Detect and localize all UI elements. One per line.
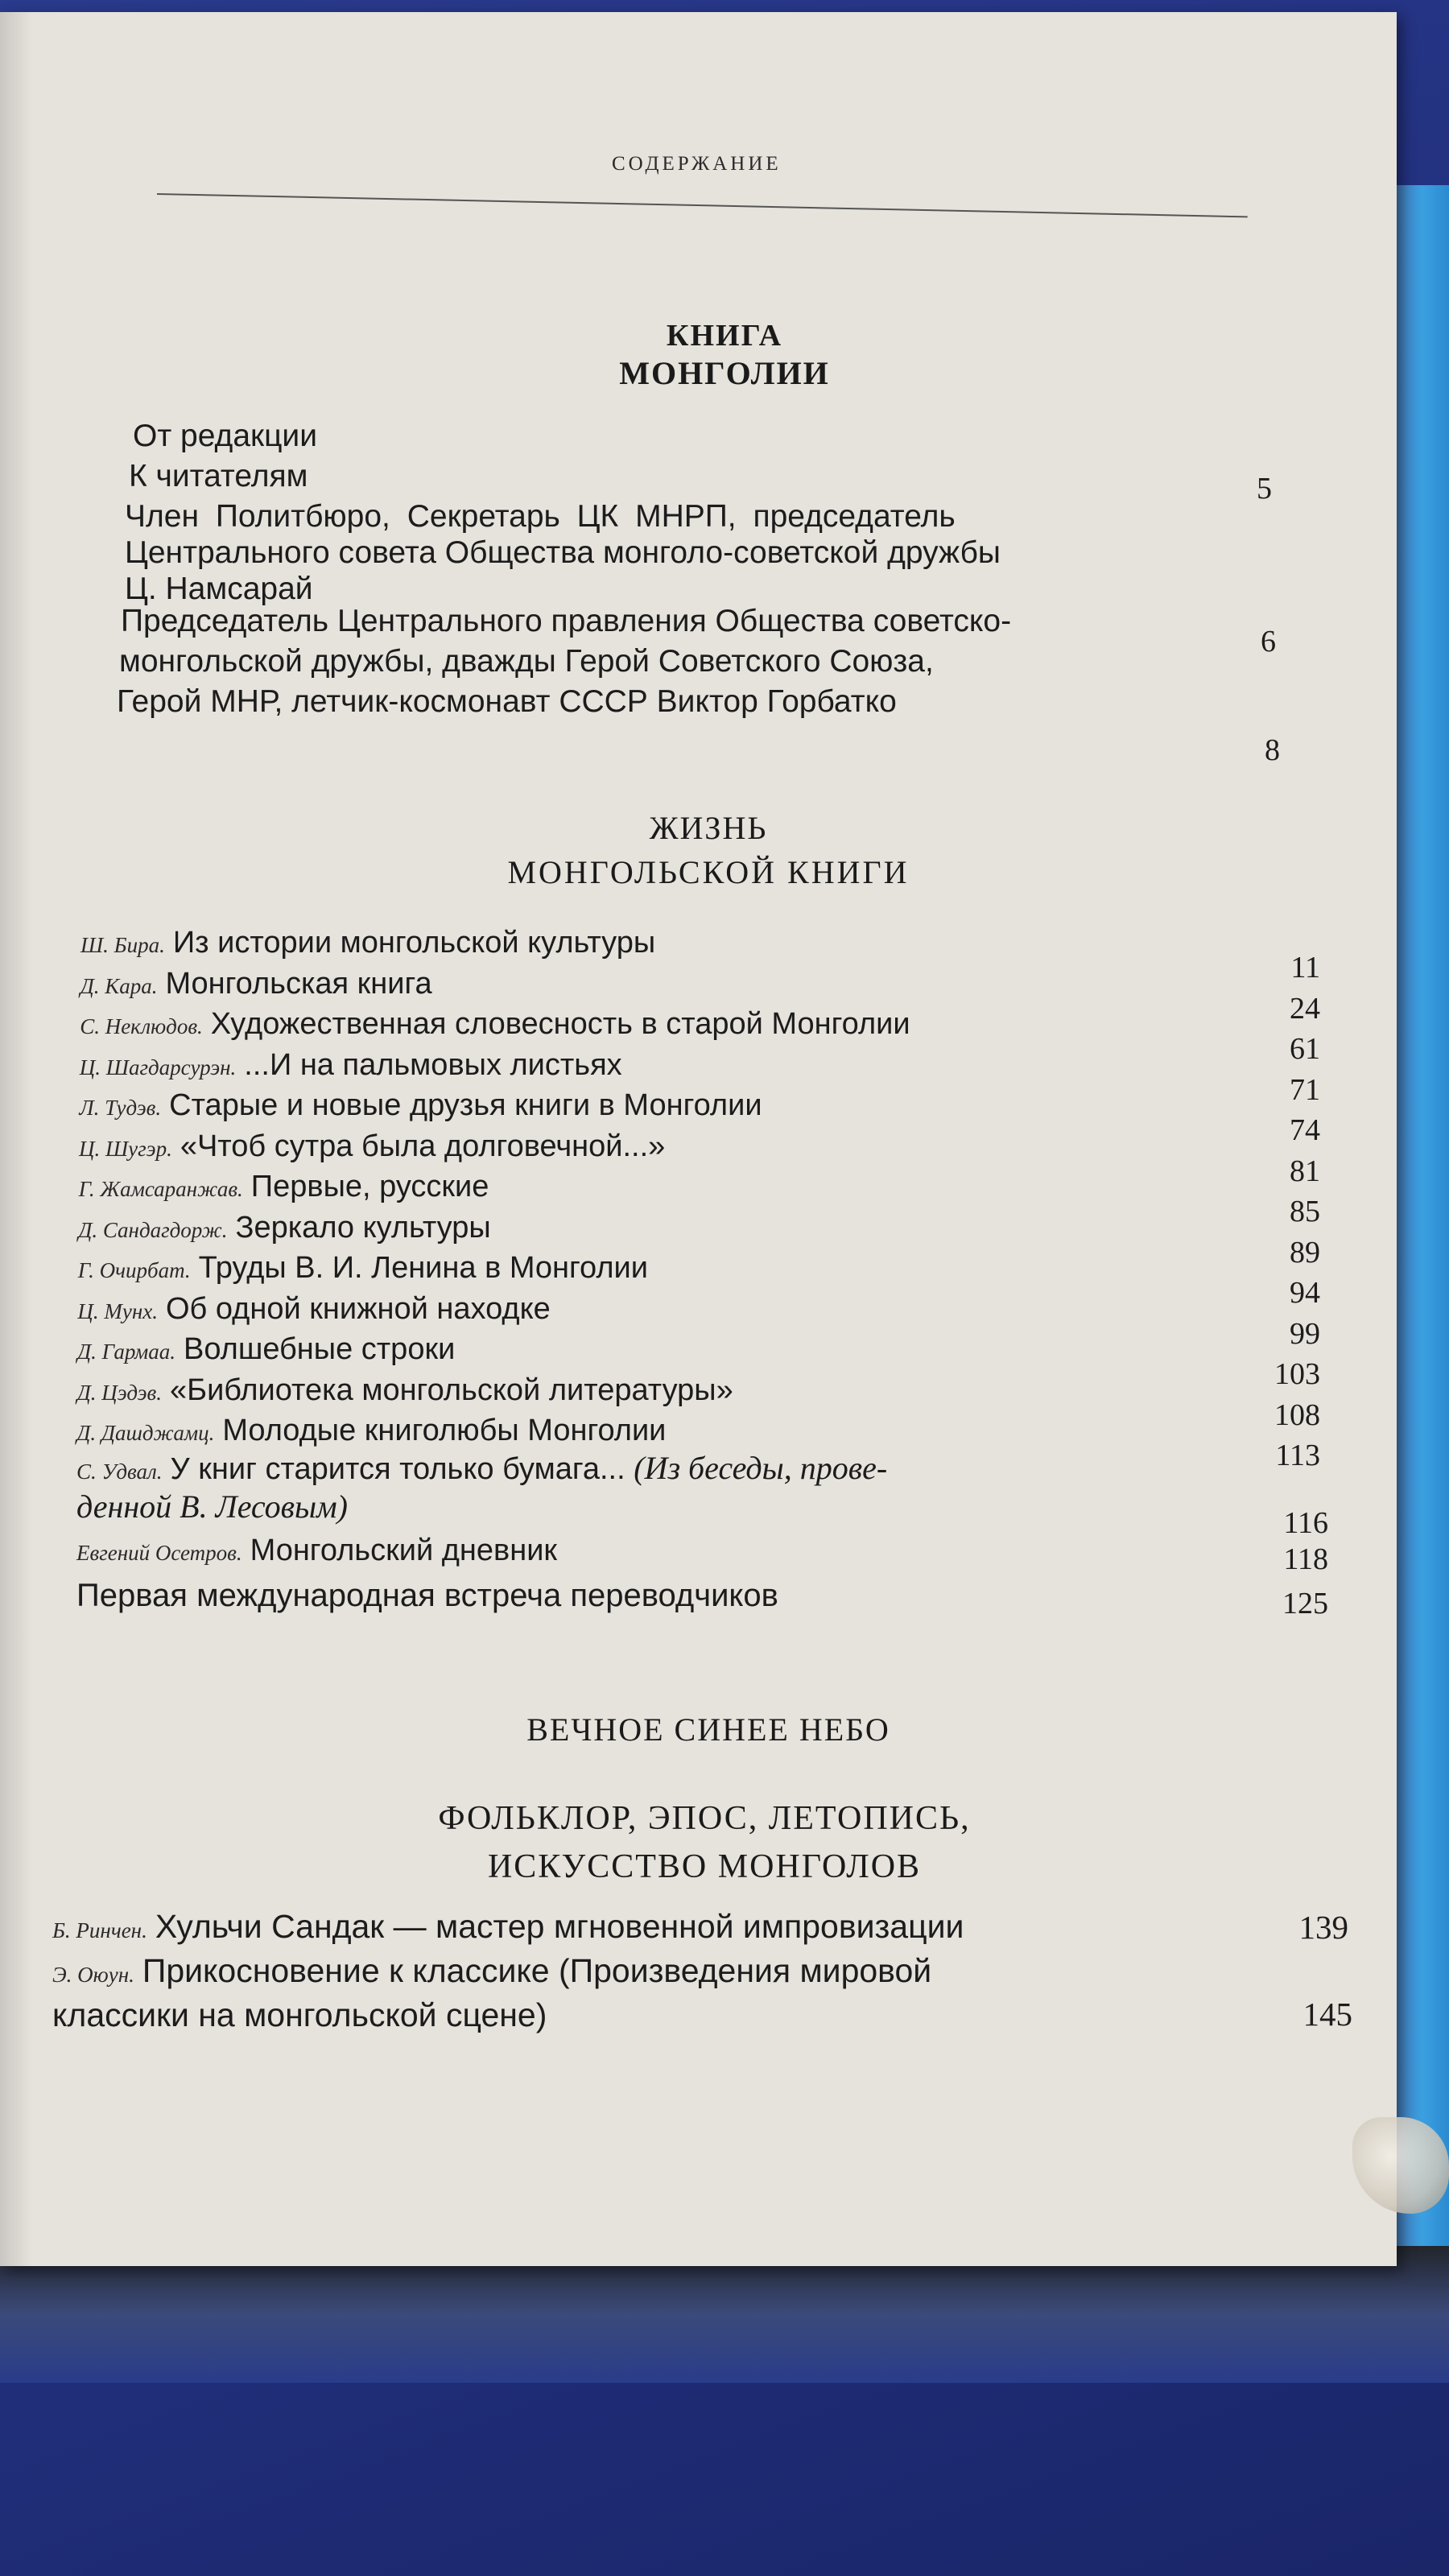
- toc-title: «Библиотека монгольской литературы»: [170, 1373, 733, 1407]
- toc-author: Д. Цэдэв.: [76, 1380, 162, 1405]
- toc-page-number: 116: [1283, 1506, 1328, 1540]
- section-title-vechnoe-nebo: ВЕЧНОЕ СИНЕЕ НЕБО: [526, 1711, 890, 1748]
- toc-note: (Из беседы, прове-: [634, 1450, 888, 1486]
- toc-title: Первые, русские: [250, 1170, 489, 1203]
- toc-entry-gorbatko-line2: монгольской дружбы, дважды Герой Советского Союза,: [119, 644, 934, 679]
- toc-title: Монгольская книга: [165, 966, 432, 1001]
- toc-page-number: 24: [1290, 991, 1320, 1026]
- toc-page-number: 11: [1290, 951, 1320, 985]
- toc-title: Молодые книголюбы Монголии: [222, 1414, 667, 1447]
- toc-entry-udval-cont: денной В. Лесовым): [76, 1488, 348, 1525]
- toc-author: Д. Кара.: [80, 973, 158, 998]
- section-title-zhizn: ЖИЗНЬ: [649, 810, 768, 846]
- toc-author: Э. Оюун.: [52, 1963, 134, 1987]
- toc-page-number: 108: [1274, 1397, 1320, 1432]
- toc-author: Ц. Шагдарсурэн.: [79, 1055, 237, 1080]
- toc-entry: [80, 967, 432, 1001]
- toc-author: Евгений Осетров.: [76, 1541, 242, 1565]
- section-title-iskusstvo: ИСКУССТВО МОНГОЛОВ: [487, 1848, 922, 1885]
- toc-page-number: 139: [1298, 1909, 1348, 1946]
- toc-page-number: 74: [1290, 1113, 1320, 1147]
- toc-title: Об одной книжной находке: [166, 1291, 551, 1326]
- toc-author: Д. Гармаа.: [77, 1340, 176, 1364]
- toc-author: Ц. Мунх.: [77, 1298, 158, 1323]
- toc-page-number: 125: [1282, 1587, 1328, 1620]
- toc-title: Из истории монгольской культуры: [172, 926, 656, 960]
- toc-author: С. Удвал.: [76, 1459, 163, 1484]
- toc-page-number: 89: [1290, 1235, 1320, 1269]
- toc-title: Монгольский дневник: [250, 1534, 558, 1567]
- section-title-kniga: КНИГА: [666, 319, 783, 353]
- section-title-mongolskoy-knigi: МОНГОЛЬСКОЙ КНИГИ: [507, 854, 910, 890]
- toc-page-number: 113: [1275, 1439, 1320, 1472]
- toc-author: С. Неклюдов.: [80, 1014, 203, 1038]
- toc-page-number: 8: [1265, 733, 1280, 767]
- toc-entry-oyun: [52, 1952, 931, 1990]
- toc-entry-from-editors: От редакции: [133, 419, 317, 453]
- toc-title: Прикосновение к классике (Произведения мировой: [142, 1952, 932, 1989]
- toc-page-number: 145: [1302, 1996, 1352, 2033]
- toc-title: Труды В. И. Ленина в Монголии: [198, 1251, 648, 1285]
- toc-title: «Чтоб сутра была долговечной...»: [180, 1129, 666, 1163]
- toc-author: Л. Тудэв.: [79, 1096, 162, 1120]
- toc-entry: [80, 926, 655, 960]
- toc-entry-osetrov: [76, 1534, 557, 1568]
- toc-entry-udval: [76, 1449, 887, 1487]
- toc-entry: [80, 1048, 622, 1083]
- toc-page-number: 5: [1257, 472, 1272, 506]
- toc-title: Хульчи Сандак — мастер мгновенной импровизации: [155, 1908, 964, 1945]
- toc-page-number: 6: [1261, 625, 1276, 658]
- toc-page-number: 99: [1290, 1316, 1320, 1351]
- toc-entry: [77, 1292, 550, 1327]
- toc-entry: [79, 1129, 665, 1164]
- toc-entry-rinchen: [52, 1908, 964, 1946]
- toc-title: Художественная словесность в старой Монголии: [210, 1007, 910, 1041]
- section-title-mongolii: МОНГОЛИИ: [619, 355, 830, 391]
- toc-author: Б. Ринчен.: [52, 1918, 147, 1942]
- toc-author: Г. Очирбат.: [77, 1258, 191, 1282]
- toc-entry-namsaray-line2: Центрального совета Общества монголо-советской дружбы: [125, 535, 1001, 570]
- toc-entry-gorbatko-line1: Председатель Центрального правления Общества советско-: [121, 604, 1012, 638]
- toc-entry: [78, 1211, 491, 1245]
- toc-author: Г. Жамсаранжав.: [78, 1177, 243, 1201]
- toc-entry-namsaray-line1: Член Политбюро, Секретарь ЦК МНРП, председатель: [125, 499, 956, 534]
- toc-entry: [80, 1007, 910, 1042]
- toc-title: Старые и новые друзья книги в Монголии: [169, 1088, 762, 1122]
- section-title-folklor: ФОЛЬКЛОР, ЭПОС, ЛЕТОПИСЬ,: [438, 1800, 971, 1837]
- running-head: СОДЕРЖАНИЕ: [612, 153, 782, 175]
- toc-entry: [78, 1251, 648, 1286]
- toc-entry-namsaray-line3: Ц. Намсарай: [125, 572, 313, 606]
- toc-entry: [79, 1088, 762, 1123]
- toc-page-number: 61: [1290, 1032, 1320, 1066]
- toc-author: Ш. Бира.: [80, 933, 165, 957]
- page-gutter-shadow: [0, 12, 32, 2266]
- toc-entry-meeting: Первая международная встреча переводчиков: [76, 1578, 778, 1613]
- toc-title: Волшебные строки: [184, 1332, 456, 1366]
- book-cover-bottom: [0, 2246, 1449, 2383]
- toc-entry: [77, 1332, 455, 1367]
- toc-entry: [79, 1170, 489, 1204]
- toc-page-number: 81: [1290, 1154, 1320, 1188]
- toc-entry-to-readers: К читателям: [129, 459, 308, 493]
- toc-entry: [77, 1373, 733, 1408]
- toc-entry-gorbatko-line3: Герой МНР, летчик-космонавт СССР Виктор Горбатко: [117, 684, 897, 719]
- toc-author: Д. Дашджамц.: [76, 1421, 215, 1445]
- toc-title: ...И на пальмовых листьях: [244, 1047, 622, 1082]
- toc-title: У книг старится только бумага...: [170, 1452, 625, 1486]
- toc-title: Зеркало культуры: [235, 1210, 491, 1245]
- toc-page-number: 85: [1290, 1195, 1320, 1228]
- toc-entry-oyun-cont: классики на монгольской сцене): [52, 1996, 547, 2033]
- toc-page-number: 118: [1283, 1542, 1328, 1576]
- toc-author: Ц. Шугэр.: [79, 1136, 172, 1161]
- toc-page-number: 94: [1290, 1276, 1320, 1310]
- toc-author: Д. Сандагдорж.: [78, 1217, 228, 1242]
- toc-page-number: 103: [1274, 1357, 1320, 1391]
- toc-entry: [76, 1414, 666, 1448]
- toc-page-number: 71: [1290, 1072, 1320, 1107]
